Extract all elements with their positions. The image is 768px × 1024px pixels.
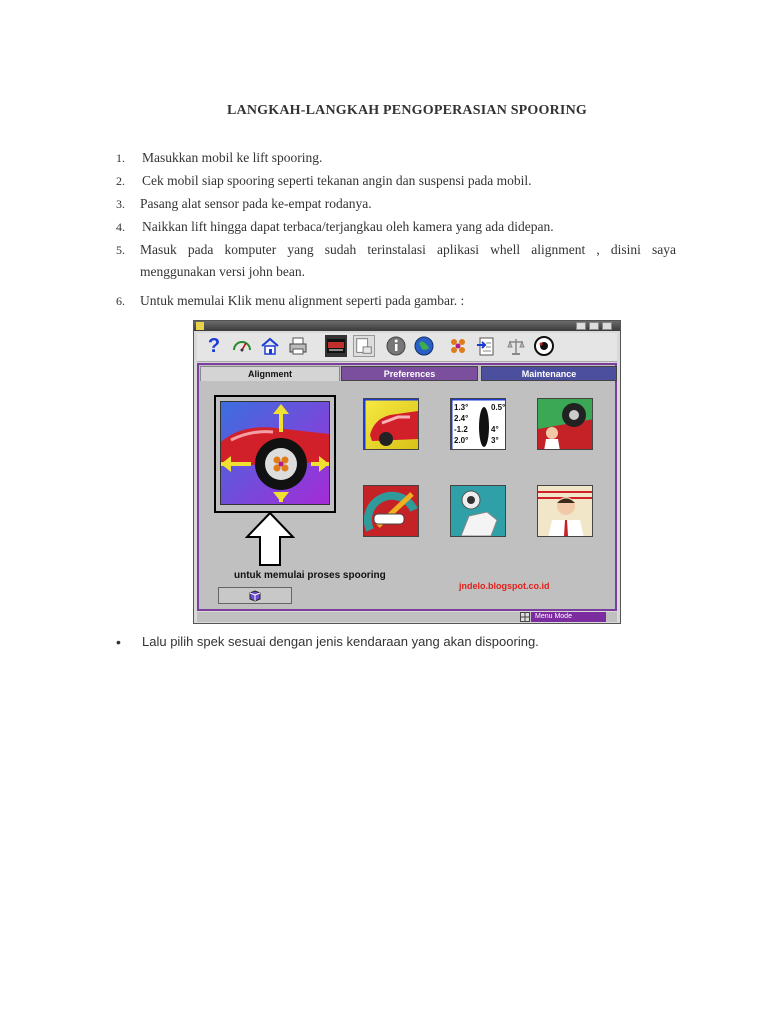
spec-value: 4° bbox=[491, 425, 499, 434]
arrow-caption: untuk memulai proses spooring bbox=[234, 570, 386, 581]
document-title: LANGKAH-LANGKAH PENGOPERASIAN SPOORING bbox=[227, 103, 587, 118]
scale-icon[interactable] bbox=[505, 335, 527, 357]
up-arrow-icon bbox=[245, 511, 295, 567]
step-5 bbox=[116, 239, 676, 283]
window-title-bar bbox=[194, 321, 620, 331]
spec-value: 0.5° bbox=[491, 403, 506, 412]
alignment-app-window bbox=[193, 320, 621, 624]
step-text: Untuk memulai Klik menu alignment seperti pada gambar. : bbox=[140, 293, 465, 308]
help-icon[interactable]: ? bbox=[207, 334, 221, 357]
customer-profile-icon[interactable] bbox=[537, 485, 593, 537]
step-text: Pasang alat sensor pada ke-empat rodanya. bbox=[140, 196, 372, 211]
clipboard-icon[interactable] bbox=[475, 335, 497, 357]
step-text-line-1: Masuk pada komputer yang sudah terinstalasi aplikasi whell alignment , disini saya bbox=[140, 242, 676, 257]
specifications-icon[interactable] bbox=[450, 398, 506, 450]
menu-mode-label[interactable]: Menu Mode bbox=[531, 612, 606, 622]
app-icon bbox=[196, 322, 204, 330]
step-number: 4. bbox=[116, 220, 125, 234]
technician-wheel-icon[interactable] bbox=[537, 398, 593, 450]
main-panel bbox=[197, 363, 617, 611]
alignment-wheel-icon bbox=[220, 401, 330, 505]
tab-maintenance[interactable]: Maintenance bbox=[481, 366, 617, 381]
step-number: 1. bbox=[116, 151, 125, 165]
spec-value: -1.2 bbox=[454, 425, 468, 434]
step-number: 6. bbox=[116, 294, 125, 308]
wheel-dots-icon[interactable] bbox=[447, 335, 469, 357]
spec-value: 1.3° bbox=[454, 403, 469, 412]
close-icon[interactable] bbox=[602, 322, 612, 330]
spec-value: 3° bbox=[491, 436, 499, 445]
watermark-text: jndelo.blogspot.co.id bbox=[459, 581, 550, 591]
printer-icon[interactable] bbox=[287, 335, 309, 357]
home-icon[interactable] bbox=[259, 335, 281, 357]
step-text: Cek mobil siap spooring seperti tekanan angin dan suspensi pada mobil. bbox=[142, 173, 532, 188]
status-bar bbox=[197, 612, 617, 622]
step-text: Masukkan mobil ke lift spooring. bbox=[142, 150, 323, 165]
alignment-start-button[interactable] bbox=[214, 395, 336, 513]
step-text: Naikkan lift hingga dapat terbaca/terjangkau oleh kamera yang ada didepan. bbox=[142, 219, 554, 234]
toolbar bbox=[197, 333, 617, 362]
step-number: 2. bbox=[116, 174, 125, 188]
spec-value: 2.0° bbox=[454, 436, 469, 445]
globe-icon[interactable] bbox=[413, 335, 435, 357]
gauge-icon[interactable] bbox=[231, 335, 253, 357]
cube-icon bbox=[248, 590, 262, 602]
minimize-icon[interactable] bbox=[576, 322, 586, 330]
logo-icon[interactable] bbox=[533, 335, 555, 357]
bullet-text: Lalu pilih spek sesuai dengan jenis kendaraan yang akan dispooring. bbox=[142, 634, 539, 649]
camera-calibration-icon[interactable] bbox=[450, 485, 506, 537]
tab-alignment[interactable]: Alignment bbox=[200, 366, 340, 381]
measure-menu-icon[interactable] bbox=[363, 485, 419, 537]
step-number: 5. bbox=[116, 243, 125, 257]
video-icon[interactable] bbox=[325, 335, 347, 357]
spec-value: 2.4° bbox=[454, 414, 469, 423]
tab-preferences[interactable]: Preferences bbox=[341, 366, 478, 381]
grid-icon bbox=[520, 612, 530, 622]
document-icon[interactable] bbox=[353, 335, 375, 357]
bullet-dot: • bbox=[116, 634, 121, 650]
step-number: 3. bbox=[116, 197, 125, 211]
secondary-button[interactable] bbox=[218, 587, 292, 604]
step-text-line-2: menggunakan versi john bean. bbox=[140, 264, 305, 279]
info-icon[interactable] bbox=[385, 335, 407, 357]
maximize-icon[interactable] bbox=[589, 322, 599, 330]
vehicle-select-icon[interactable] bbox=[363, 398, 419, 450]
